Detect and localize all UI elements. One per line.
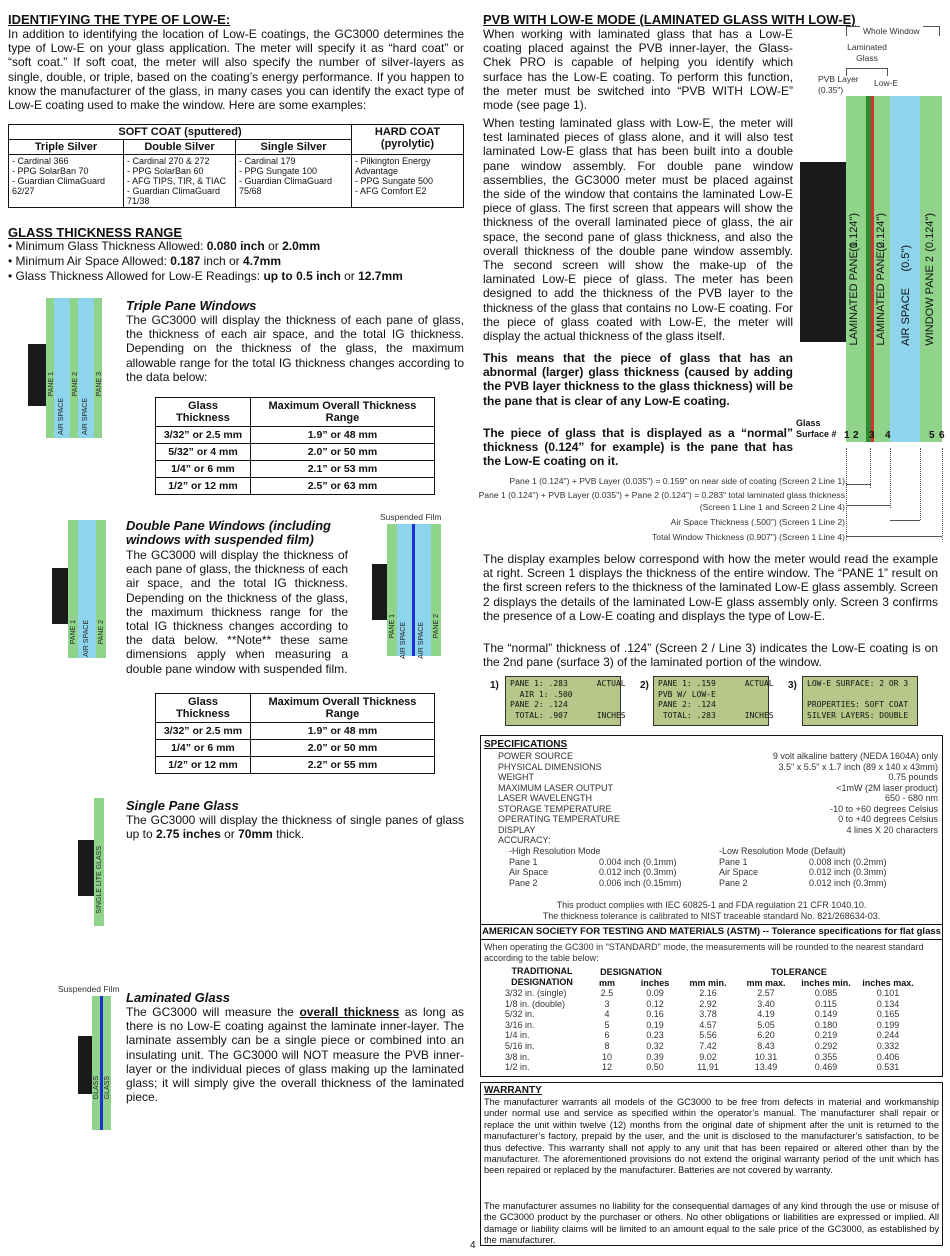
glass-surface-label: Glass Surface # — [796, 418, 837, 439]
meter-icon — [800, 162, 846, 342]
screen-3: LOW-E SURFACE: 2 OR 3 PROPERTIES: SOFT COAT SILVER LAYERS: DOUBLE — [802, 676, 918, 726]
table-row: 1/4” or 6 mm 2.1” or 53 mm — [156, 461, 435, 478]
whole-window-label: Whole Window — [860, 26, 923, 36]
single-pane-illustration — [78, 798, 108, 926]
meter-icon — [372, 564, 387, 620]
table-cell: 0.32 — [646, 1040, 664, 1051]
table-cell: 1/8 in. (double) — [505, 998, 566, 1009]
list-item: MAXIMUM LASER OUTPUT <1mW (2M laser product) — [498, 782, 938, 793]
label: AIR SPACE — [418, 622, 425, 659]
table-row: 3/32” or 2.5 mm 1.9” or 48 mm — [156, 427, 435, 444]
table-cell: 5.56 — [699, 1030, 717, 1041]
bar-label: (0.124") — [848, 213, 860, 252]
table-row — [501, 1052, 919, 1063]
bar-label: WINDOW PANE 2 — [924, 256, 936, 346]
table-row — [501, 999, 919, 1010]
thickness-range-list: • Minimum Glass Thickness Allowed: 0.080 inch or 2.0mm • Minimum Air Space Allowed: 0.187 inch or 4.7mm • Glass Thickness Allowed for Low-E Readings: up to 0.5 inch or 12.7mm — [8, 239, 403, 283]
triple-pane-table: Glass Thickness Maximum Overall Thickness Range 3/32” or 2.5 mm 1.9” or 48 mm 5/32” or 4 mm 2.0” or 50 mm 1/4” or 6 mm 2.1” or 53 mm 1/2” or 12 mm 2.5” or 63 mm — [155, 397, 435, 495]
pvb-p4: The piece of glass that is displayed as a “normal” thickness (0.124” for example) is the pane that has the Low-E coating on it. — [483, 426, 793, 469]
double-pane-title: Double Pane Windows (including windows with suspended film) — [126, 518, 331, 547]
triple-pane-title: Triple Pane Windows — [126, 298, 257, 313]
label: PANE 2 — [433, 614, 440, 639]
table-row: 1/4” or 6 mm 2.0” or 50 mm — [156, 740, 435, 757]
bar-label: (0.124") — [924, 213, 936, 252]
diagram-notes: Pane 1 (0.124") + PVB Layer (0.035") = 0.159" on near side of coating (Screen 2 Line 1) Pane 1 (0.124") + PVB Layer (0.035") + Pane 2 (0.124") = 0.283" total laminated glass thickness (Screen 1 Line 1 and Screen 2 Line 4) Air Space Thickness (.500") (Screen 1 Line 2) Total Window Thickness (0.907") (Screen 1 Line 4) — [478, 476, 845, 542]
table-row — [501, 988, 919, 999]
table-cell: 3/32 in. (single) — [505, 988, 567, 998]
identify-heading: IDENTIFYING THE TYPE OF LOW-E: — [8, 12, 231, 27]
table-cell: 0.406 — [876, 1051, 900, 1062]
astm-box — [480, 924, 943, 1077]
list-item: STORAGE TEMPERATURE -10 to +60 degrees Celsius — [498, 803, 938, 814]
bar-label: LAMINATED PANE 2 — [875, 242, 887, 346]
table-cell: 3 — [604, 998, 610, 1009]
table-cell: 4.19 — [757, 1009, 775, 1020]
astm-heading: AMERICAN SOCIETY FOR TESTING AND MATERIALS (ASTM) -- Tolerance specifications for flat glass — [481, 926, 942, 940]
table-cell: 0.12 — [646, 998, 664, 1009]
astm-tolerance-table: TRADITIONAL DESIGNATION DESIGNATION TOLERANCE mm inches mm min. mm max. inches min. inches max. 3/32 in. (single) 2.5 0.09 2.16 2.57 0.085 0.101 1/8 in. (double) 3 0.12 2.92 3.40 0.115 0.134 5/32 in. 4 0.16 3.78 4.19 0.149 0.165 3/16 in. 5 0.19 4.57 5.05 0.180 0.199 1/4 in. 6 0.23 5.56 6.20 0.219 0.244 5/16 in. 8 0.32 7.42 8.43 0.292 0.332 3/8 in. 10 0.39 9.02 10.31 0.355 0.406 1/2 in. 12 0.50 11.91 13.49 0.469 0.531 — [501, 966, 919, 1073]
list-item: POWER SOURCE 9 volt alkaline battery (NEDA 1604A) only — [498, 751, 938, 761]
table-cell: 0.101 — [876, 988, 900, 998]
col-traditional: TRADITIONAL DESIGNATION — [511, 966, 573, 987]
table-cell: 6.20 — [757, 1030, 775, 1041]
laminated-glass-label: Laminated Glass — [847, 42, 887, 63]
label: AIR SPACE — [58, 398, 65, 435]
table-cell: 3/8 in. — [505, 1051, 530, 1062]
table-row: 5/32” or 4 mm 2.0” or 50 mm — [156, 444, 435, 461]
screen-3-number: 3) — [788, 680, 797, 691]
table-cell: 11.91 — [697, 1062, 719, 1073]
table-cell: 2.57 — [757, 988, 775, 998]
label: PANE 1 — [70, 620, 77, 645]
suspended-film-label: Suspended Film — [380, 512, 442, 522]
single-silver-list: - Cardinal 179 - PPG Sungate 100 - Guardian ClimaGuard 75/68 — [236, 155, 352, 208]
lowe-label: Low-E — [874, 78, 899, 88]
table-cell: 5/16 in. — [505, 1040, 535, 1051]
table-row: 3/32” or 2.5 mm 1.9” or 48 mm — [156, 723, 435, 740]
table-cell: 0.149 — [814, 1009, 838, 1020]
display-p1: The display examples below correspond with how the meter would read the example at right. Screen 1 displays the thickness of the entire window. The “PANE 1” result on the first screen refers to the thickness of the laminated Low-E glass assembly. Screen 2 displays the details of the laminated Low-E glass assembly only. Screen 3 confirms the presence of a Low-E coating and displays the type of Low-E. — [483, 552, 938, 623]
triple-pane-illustration — [28, 298, 108, 438]
list-item: WEIGHT 0.75 pounds — [498, 772, 938, 782]
soft-coat-header: SOFT COAT (sputtered) — [9, 125, 352, 140]
table-cell: 0.244 — [876, 1030, 900, 1041]
pvb-p2: When testing laminated glass with Low-E, the meter will test laminated pieces of glass alone, and it will also test laminated Low-E glass that has been built into a double pane window assembly. For double pane window assemblies, the GC3000 meter must be placed against the side of the window that contains the laminated Low-E piece of glass. The first screen that appears will show the thickness of the overall laminated piece of glass, the air space, the second pane of glass thickness, and also the overall thickness of the double pane window assembly. The second screen will show the make-up of the laminated Low-E piece of glass. The meter has been designed to add the thickness of the PVB layer to the thickness of the glass that contains no Low-E coating. For the piece of glass coated with Low-E, the meter will display the actual thickness of the glass itself. — [483, 116, 793, 344]
list-item: LASER WAVELENGTH 650 - 680 nm — [498, 793, 938, 803]
table-cell: 8 — [604, 1040, 610, 1051]
triple-silver-list: - Cardinal 366 - PPG SolarBan 70 - Guardian ClimaGuard 62/27 — [9, 155, 124, 208]
laminated-illustration — [78, 996, 111, 1130]
table-row: 1/2” or 12 mm 2.2” or 55 mm — [156, 757, 435, 774]
list-item: OPERATING TEMPERATURE 0 to +40 degrees Celsius — [498, 814, 938, 824]
meter-icon — [28, 344, 46, 406]
specifications-list: POWER SOURCE 9 volt alkaline battery (NEDA 1604A) only PHYSICAL DIMENSIONS 3.5" x 5.5" x 1.7 inch (89 x 140 x 43mm) WEIGHT 0.75 pounds MAXIMUM LASER OUTPUT <1mW (2M laser product) LASER WAVELENGTH 650 - 680 nm STORAGE TEMPERATURE -10 to +60 degrees Celsius OPERATING TEMPERATURE 0 to +40 degrees Celsius DISPLAY 4 lines X 20 characters ACCURACY: — [498, 751, 938, 845]
warranty-p1: The manufacturer warrants all models of the GC3000 to be free from defects in material and workmanship under normal use and service as specified within the operator’s manual. The manufacturer shall repair or replace the unit within twelve (12) months from the original date of shipment after the unit is returned to the manufacturer’s factory, prepaid by the user, and the unit is disclosed to the manufacturer’s satisfaction, to be thus defective. This warranty shall not apply to any unit that has been repaired or altered other than by the manufacturer. The aforementioned provisions do not extend the original warranty period of the unit which has been repaired or replaced by the manufacturer. Batteries are not covered by warranty. — [484, 1097, 939, 1176]
double-pane-table: Glass Thickness Maximum Overall Thickness Range 3/32” or 2.5 mm 1.9” or 48 mm 1/4” or 6 mm 2.0” or 50 mm 1/2” or 12 mm 2.2” or 55 mm — [155, 693, 435, 774]
label: GLASS — [93, 1076, 100, 1100]
triple-pane-body: The GC3000 will display the thickness of each pane of glass, the thickness of each air space, and the total IG thickness. Depending on the thickness of the glass, the maximum allowable range for the total IG thickness changes according to the data below: — [126, 313, 464, 384]
label: PANE 2 — [72, 372, 79, 397]
table-cell: 0.165 — [876, 1009, 900, 1020]
table-cell: 1/4 in. — [505, 1030, 530, 1041]
screen-2: PANE 1: .159 ACTUAL PVB W/ LOW-E PANE 2: .124 TOTAL: .283 INCHES — [653, 676, 769, 726]
astm-intro: When operating the GC300 in "STANDARD" mode, the measurements will be rounded to the nearest standard according to the table below: — [484, 942, 924, 963]
table-cell: 0.19 — [646, 1019, 664, 1030]
double-silver-header: Double Silver — [124, 140, 236, 155]
table-cell: 0.23 — [646, 1030, 664, 1041]
table-cell: 4 — [604, 1009, 610, 1020]
table-cell: 9.02 — [699, 1051, 717, 1062]
pvb-heading: PVB WITH LOW-E MODE (LAMINATED GLASS WITH LOW-E) — [483, 12, 856, 27]
table-cell: 0.219 — [814, 1030, 838, 1041]
table-cell: 0.085 — [814, 988, 838, 998]
hard-coat-header: HARD COAT (pyrolytic) — [352, 125, 464, 155]
table-cell: 0.39 — [646, 1051, 664, 1062]
display-p2: The “normal” thickness of .124” (Screen 2 / Line 3) indicates the Low-E coating is on the 2nd pane (surface 3) of the laminated portion of the window. — [483, 641, 938, 670]
pvb-layer-label: PVB Layer (0.35") — [818, 74, 859, 95]
table-cell: 0.134 — [876, 998, 900, 1009]
warranty-heading: WARRANTY — [484, 1085, 542, 1096]
laminated-title: Laminated Glass — [126, 990, 231, 1005]
table-cell: 0.355 — [814, 1051, 838, 1062]
label: PANE 3 — [96, 372, 103, 397]
table-row — [501, 1062, 919, 1073]
bar-label: (0.5") — [900, 245, 912, 272]
meter-icon — [78, 1036, 92, 1094]
page-number: 4 — [470, 1240, 476, 1251]
screen-1-number: 1) — [490, 680, 499, 691]
lowe-type-table — [8, 124, 464, 208]
meter-icon — [52, 568, 68, 624]
table-cell: 0.16 — [646, 1009, 664, 1020]
col-tolerance: TOLERANCE — [771, 966, 827, 977]
single-silver-header: Single Silver — [236, 140, 352, 155]
laminated-body: The GC3000 will measure the overall thickness as long as there is no Low-E coating against the laminate inner-layer. The laminate assembly can be a single piece or combined into an insulating unit. The GC3000 will NOT measure the PVB inner-layer or the individual pieces of glass making up the laminated glass; it will simply give the overall thickness of the laminated piece. — [126, 1005, 465, 1105]
table-cell: 1/2 in. — [505, 1062, 530, 1073]
table-row: 1/2” or 12 mm 2.5” or 63 mm — [156, 478, 435, 495]
single-pane-title: Single Pane Glass — [126, 798, 239, 813]
table-cell: 3.78 — [699, 1009, 717, 1020]
identify-body: In addition to identifying the location of Low-E coatings, the GC3000 determines the type of Low-E on your glass application. The meter will specify it as “hard coat” or “soft coat.” If soft coat, the meter will also specify the number of silver-layers as single, double, or triple, based on the coating’s energy performance. If you happen to know the manufacturer of the glass, in many cases you can identify the exact type of Low-E coating used to make the window. Here are some examples: — [8, 27, 464, 113]
warranty-p2: The manufacturer assumes no liability for the consequential damages of any kind through the use or misuse of the GC3000 product by the purchaser or others. No other obligations or liabilities are expressed or implied. All damage or liability claims will be limited to an amount equal to the sale price of the GC3000, as established by the manufacturer. — [484, 1201, 939, 1246]
hard-coat-list: - Pilkington Energy Advantage - PPG Sungate 500 - AFG Comfort E2 — [352, 155, 464, 208]
table-cell: 4.57 — [699, 1019, 717, 1030]
table-cell: 0.09 — [646, 988, 664, 998]
table-cell: 10.31 — [754, 1051, 778, 1062]
compliance-text: This product complies with IEC 60825-1 and FDA regulation 21 CFR 1040.10. The thickness tolerance is calibrated to NIST traceable standard No. 821/268634-03. — [542, 900, 881, 921]
screen-2-number: 2) — [640, 680, 649, 691]
table-cell: 2.5 — [600, 988, 614, 998]
thickness-range-heading: GLASS THICKNESS RANGE — [8, 225, 183, 240]
table-cell: 10 — [601, 1051, 612, 1062]
label: GLASS — [104, 1076, 111, 1100]
label: AIR SPACE — [83, 620, 90, 657]
table-row — [501, 1020, 919, 1031]
table-cell: 0.469 — [814, 1062, 838, 1073]
low-resolution-accuracy: -Low Resolution Mode (Default) Pane 1 0.008 inch (0.2mm) Air Space 0.012 inch (0.3mm) Pane 2 0.012 inch (0.3mm) — [719, 846, 887, 888]
table-cell: 0.531 — [876, 1062, 900, 1073]
table-cell: 2.16 — [699, 988, 717, 998]
bar-label: LAMINATED PANE 1 — [848, 242, 860, 346]
meter-icon — [78, 840, 94, 896]
label: AIR SPACE — [400, 622, 407, 659]
suspended-film-line — [412, 524, 415, 656]
table-cell: 0.115 — [815, 998, 837, 1009]
table-cell: 5 — [604, 1019, 610, 1030]
table-cell: 8.43 — [757, 1040, 775, 1051]
table-cell: 3/16 in. — [505, 1019, 535, 1030]
bar-label: AIR SPACE — [900, 288, 912, 346]
table-cell: 0.292 — [814, 1040, 838, 1051]
high-resolution-accuracy: -High Resolution Mode Pane 1 0.004 inch (0.1mm) Air Space 0.012 inch (0.3mm) Pane 2 0.006 inch (0.15mm) — [509, 846, 682, 888]
col-designation: DESIGNATION — [600, 966, 662, 977]
double-pane-body: The GC3000 will display the thickness of each pane of glass, the thickness of each air space, and the total IG thickness. Depending on the thickness of the glass, the maximum thickness range for the total IG thickness changes according to the data below. **Note** these same dimensions apply when measuring a double pane window with suspended film. — [126, 548, 348, 676]
double-pane-illustration — [52, 520, 122, 658]
table-cell: 0.50 — [646, 1062, 664, 1073]
bar-label: (0.124") — [875, 213, 887, 252]
single-pane-body: The GC3000 will display the thickness of single panes of glass up to 2.75 inches or 70mm thick. — [126, 813, 464, 842]
table-cell: 0.332 — [876, 1040, 900, 1051]
table-cell: 2.92 — [699, 998, 717, 1009]
laminated-suspended-label: Suspended Film — [58, 984, 120, 994]
list-item: DISPLAY 4 lines X 20 characters — [498, 824, 938, 835]
pvb-p3: This means that the piece of glass that has an abnormal (larger) glass thickness (caused by adding the PVB layer thickness to the glass thickness) will be the pane that is clear of any Low-E coating. — [483, 351, 793, 408]
label: PANE 1 — [48, 372, 55, 397]
list-item: PHYSICAL DIMENSIONS 3.5" x 5.5" x 1.7 inch (89 x 140 x 43mm) — [498, 761, 938, 772]
table-cell: 12 — [601, 1062, 612, 1073]
label: PANE 1 — [389, 614, 396, 639]
label: AIR SPACE — [82, 398, 89, 435]
table-cell: 7.42 — [699, 1040, 717, 1051]
table-row — [501, 1009, 919, 1020]
warranty-box — [480, 1082, 943, 1246]
table-cell: 5.05 — [757, 1019, 775, 1030]
triple-silver-header: Triple Silver — [9, 140, 124, 155]
double-silver-list: - Cardinal 270 & 272 - PPG SolarBan 60 - AFG TIPS, TIR, & TIAC - Guardian ClimaGuard 71/38 — [124, 155, 236, 208]
pvb-p1: When working with laminated glass that has a Low-E coating placed against the PVB inner-layer, the Glass-Chek PRO is capable of helping you identify which surface has the Low-E coating. To perform this function, the meter must be switched into “PVB WITH LOW-E” mode (see page 1). — [483, 27, 793, 113]
laminated-lowe-diagram: Whole Window Laminated Glass PVB Layer (0.35") Low-E LAMINATED PANE 1 (0.124") LAMINATED PANE 2 (0.124") AIR SPACE (0.5") WINDOW PANE 2 (0.124") Glass Surface # 1 2 3 4 5 6 — [800, 20, 945, 550]
table-cell: 5/32 in. — [505, 1009, 535, 1020]
label: PANE 2 — [98, 620, 105, 645]
table-row — [501, 1030, 919, 1041]
table-cell: 6 — [604, 1030, 610, 1041]
table-cell: 13.49 — [754, 1062, 778, 1073]
table-cell: 0.180 — [814, 1019, 838, 1030]
label: SINGLE LITE GLASS — [96, 846, 103, 914]
specifications-heading: SPECIFICATIONS — [484, 739, 568, 750]
screen-1: PANE 1: .283 ACTUAL AIR 1: .500 PANE 2: .124 TOTAL: .907 INCHES — [505, 676, 621, 726]
table-row — [501, 1041, 919, 1052]
table-cell: 0.199 — [876, 1019, 900, 1030]
table-cell: 3.40 — [757, 998, 775, 1009]
specifications-box — [480, 735, 943, 925]
double-pane-film-illustration — [372, 524, 442, 659]
